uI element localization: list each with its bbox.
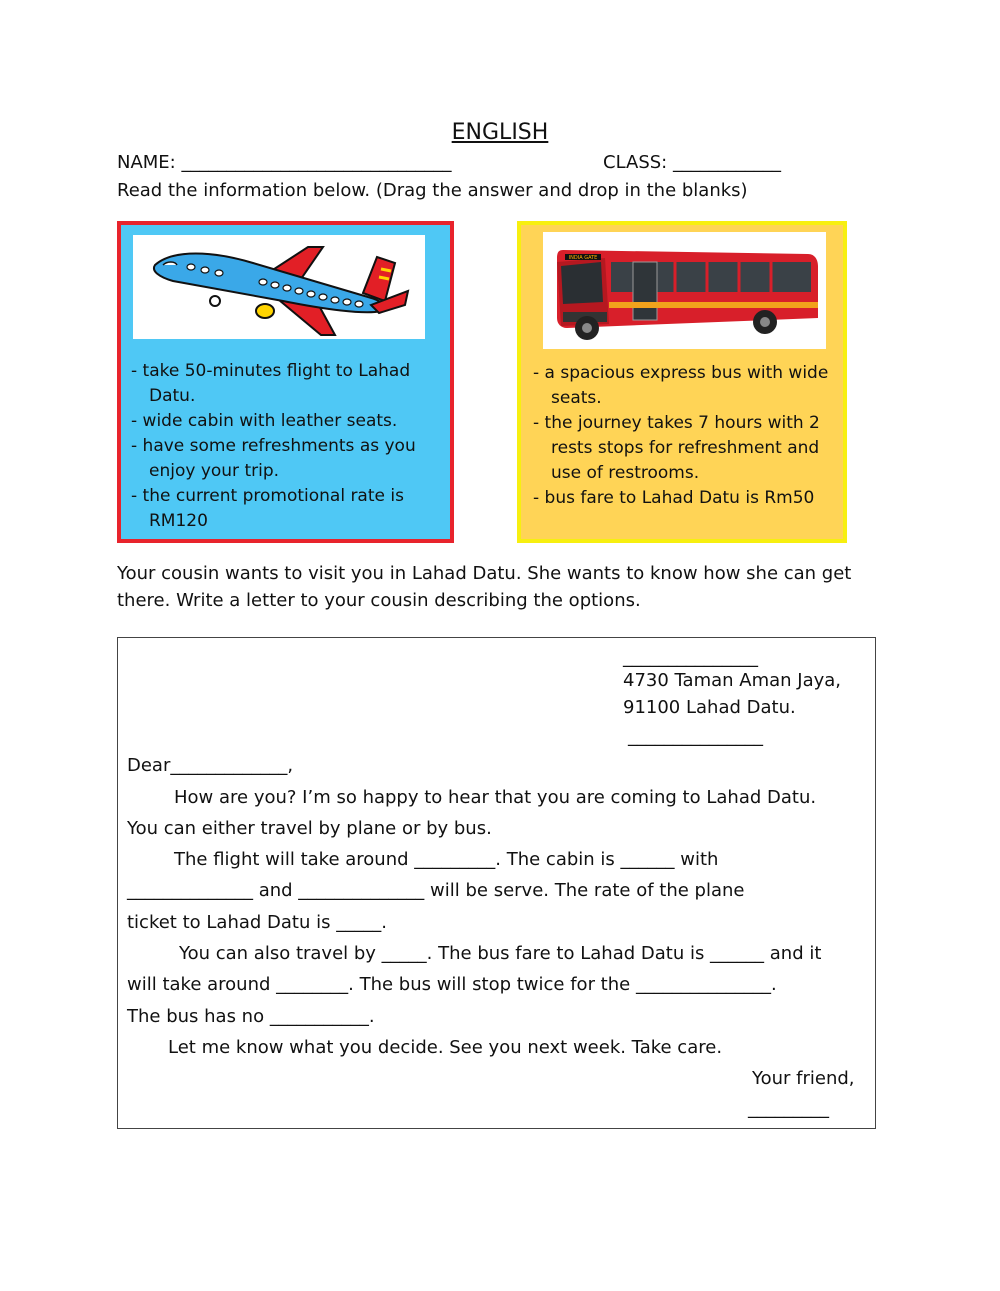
prompt-line-1: Your cousin wants to visit you in Lahad Datu. She wants to know how she can get	[117, 563, 852, 584]
plane-info-item: - have some refreshments as you enjoy your trip.	[131, 436, 416, 481]
plane-info-item: - take 50-minutes flight to Lahad Datu.	[131, 361, 411, 406]
bus-info-item: - the journey takes 7 hours with 2 rests stops for refreshment and use of restrooms.	[533, 413, 820, 483]
letter-line[interactable]: will take around ________. The bus will stop twice for the _______________.	[127, 974, 777, 995]
bus-illustration	[543, 232, 826, 349]
address-line-2: 91100 Lahad Datu.	[623, 697, 796, 718]
bus-info-list	[533, 361, 838, 511]
bus-info-item: - a spacious express bus with wide seats.	[533, 363, 829, 408]
letter-line[interactable]: ______________ and ______________ will be serve. The rate of the plane	[127, 880, 745, 901]
address-line-1: 4730 Taman Aman Jaya,	[623, 670, 842, 691]
letter-box	[117, 637, 876, 1129]
instruction-text: Read the information below. (Drag the answer and drop in the blanks)	[117, 180, 748, 201]
address-blank-bottom[interactable]: _______________	[628, 726, 763, 747]
closing: Your friend,	[752, 1068, 855, 1089]
letter-line: Let me know what you decide. See you next week. Take care.	[168, 1037, 723, 1058]
prompt-line-2: there. Write a letter to your cousin describing the options.	[117, 590, 641, 611]
bus-image	[543, 232, 826, 349]
class-field-line[interactable]: CLASS: ____________	[603, 152, 781, 173]
airplane-illustration	[133, 235, 425, 339]
letter-line[interactable]: The bus has no ___________.	[127, 1006, 375, 1027]
plane-info-card	[117, 221, 454, 543]
plane-info-item: - wide cabin with leather seats.	[131, 411, 398, 431]
bus-destination-sign: INDIA GATE	[568, 255, 598, 261]
letter-line: You can either travel by plane or by bus.	[127, 818, 492, 839]
name-field-line[interactable]: NAME: ______________________________	[117, 152, 452, 173]
letter-line[interactable]: You can also travel by _____. The bus fare to Lahad Datu is ______ and it	[179, 943, 822, 964]
bus-info-card	[517, 221, 847, 543]
page-title: ENGLISH	[451, 120, 549, 145]
address-blank-top[interactable]: _______________	[623, 647, 758, 668]
letter-line: How are you? I’m so happy to hear that you are coming to Lahad Datu.	[174, 787, 817, 808]
plane-info-item: - the current promotional rate is RM120	[131, 486, 404, 531]
letter-line[interactable]: ticket to Lahad Datu is _____.	[127, 912, 387, 933]
signature-blank[interactable]: _________	[748, 1098, 829, 1119]
bus-info-item: - bus fare to Lahad Datu is Rm50	[533, 488, 815, 508]
letter-line[interactable]: The flight will take around _________. The cabin is ______ with	[174, 849, 719, 870]
airplane-image	[133, 235, 425, 339]
plane-info-list	[131, 359, 446, 534]
salutation[interactable]: Dear_____________,	[127, 755, 294, 776]
